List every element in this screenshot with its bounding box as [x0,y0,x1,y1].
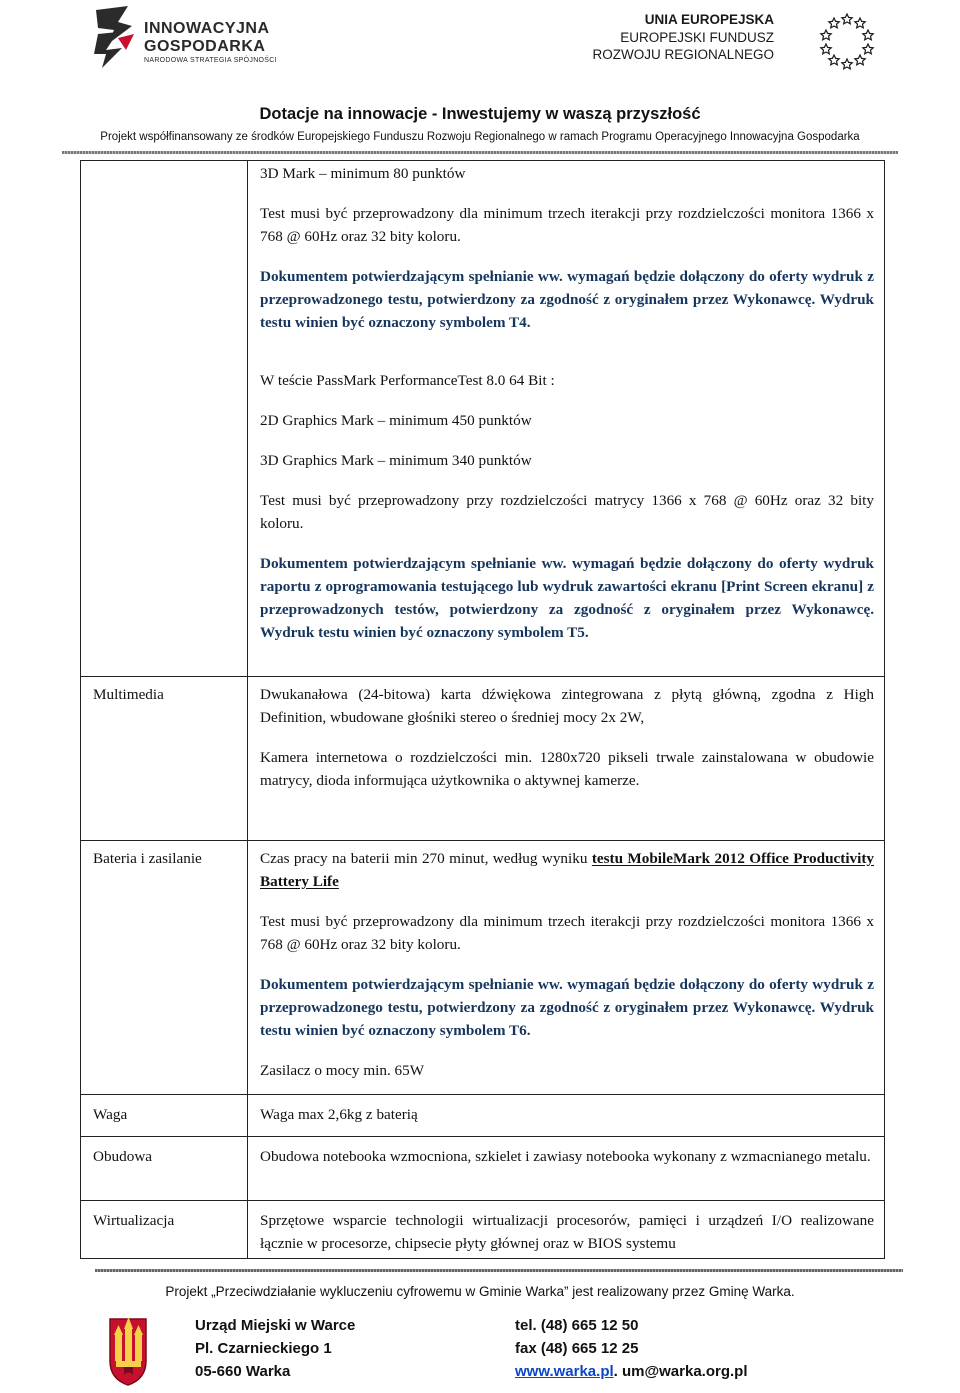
row-content [248,1137,885,1201]
row-content [248,161,885,677]
eu-logo-line1: UNIA EUROPEJSKA [644,12,774,27]
page-header [0,0,960,160]
table-row [81,677,885,841]
text-paragraph: Kamera internetowa o rozdzielczości min. 1280x720 pikseli trwale zainstalowana w obudowie matrycy, dioda informująca użytkownika o aktywnej kamerze. [260,749,874,789]
row-label: Waga [81,1095,248,1137]
footer-addr-line1: Urząd Miejski w Warce [195,1317,356,1334]
text-paragraph: Dwukanałowa (24-bitowa) karta dźwiękowa zintegrowana z płytą główną, zgodna z High Definition, wbudowane głośniki stereo o średniej mocy 2x 2W, [260,686,874,726]
footer-fax: fax (48) 665 12 25 [515,1340,639,1357]
text-paragraph: Test musi być przeprowadzony przy rozdzielczości matrycy 1366 x 768 @ 60Hz oraz 32 bity koloru. [260,492,874,532]
footer-divider [95,1269,903,1272]
row-label: Obudowa [81,1137,248,1201]
row-label: Multimedia [81,677,248,841]
eu-flag-icon [812,8,882,70]
text-paragraph-bold: Dokumentem potwierdzającym spełnianie ww. wymagań będzie dołączony do oferty wydruk z przeprowadzonego testu, potwierdzony za zgodność z oryginałem przez Wykonawcę. Wydruk testu winien być oznaczony symbolem T4. [260,268,874,331]
table-row [81,841,885,1095]
row-content [248,677,885,841]
specification-table [80,160,885,1259]
email-text: um@warka.org.pl [622,1363,748,1380]
text-paragraph: Sprzętowe wsparcie technologii wirtualizacji procesorów, pamięci i urządzeń I/O realizowane łącznie w procesorze, chipsecie płyty głównej oraz w BIOS systemu [260,1212,874,1252]
footer-contact [515,1314,748,1383]
footer-web-email [515,1360,748,1383]
text-paragraph: 3D Graphics Mark – minimum 340 punktów [260,452,532,469]
website-link[interactable]: www.warka.pl [515,1363,614,1380]
text-paragraph: Test musi być przeprowadzony dla minimum trzech iterakcji przy rozdzielczości monitora 1366 x 768 @ 60Hz oraz 32 bity koloru. [260,913,874,953]
text-paragraph: 2D Graphics Mark – minimum 450 punktów [260,412,532,429]
table-row [81,1137,885,1201]
page-title: Dotacje na innowacje - Inwestujemy w waszą przyszłość [259,105,701,123]
ig-logo-line3: NARODOWA STRATEGIA SPÓJNOŚCI [144,57,277,64]
header-divider [62,151,898,154]
row-content [248,1095,885,1137]
separator: . [613,1363,622,1380]
text-paragraph: W teście PassMark PerformanceTest 8.0 64 Bit : [260,372,555,389]
row-content [248,841,885,1095]
eu-logo [592,8,882,72]
row-label: Bateria i zasilanie [81,841,248,1095]
footer-phone: tel. (48) 665 12 50 [515,1317,639,1334]
warka-crest-icon [108,1313,148,1387]
text-paragraph: 3D Mark – minimum 80 punktów [260,165,466,182]
row-label [81,161,248,677]
eu-logo-line2: EUROPEJSKI FUNDUSZ [620,30,774,45]
text-paragraph: Obudowa notebooka wzmocniona, szkielet i zawiasy notebooka wykonany z wzmacnianego metalu. [260,1148,871,1165]
battery-test-name: testu MobileMark 2012 Office Productivity Battery Life [260,850,874,890]
row-content [248,1201,885,1259]
battery-text: Czas pracy na baterii min 270 minut, według wyniku [260,850,592,867]
page-subtitle: Projekt współfinansowany ze środków Europejskiego Funduszu Rozwoju Regionalnego w ramach Programu Operacyjnego Innowacyjna Gospodarka [100,131,860,143]
text-paragraph: Test musi być przeprowadzony dla minimum trzech iterakcji przy rozdzielczości monitora 1366 x 768 @ 60Hz oraz 32 bity koloru. [260,205,874,245]
text-paragraph-bold: Dokumentem potwierdzającym spełnianie ww. wymagań będzie dołączony do oferty wydruk z przeprowadzonego testu, potwierdzony za zgodność z oryginałem przez Wykonawcę. Wydruk testu winien być oznaczony symbolem T6. [260,976,874,1039]
row-label: Wirtualizacja [81,1201,248,1259]
table-row [81,1095,885,1137]
text-paragraph [260,847,874,893]
text-paragraph-bold: Dokumentem potwierdzającym spełnianie ww. wymagań będzie dołączony do oferty wydruk raportu z oprogramowania testującego lub wydruk zawartości ekranu [Print Screen ekranu] z przeprowadzonych testów, potwierdzony za zgodność z oryginałem przez Wykonawcę. Wydruk testu winien być oznaczony symbolem T5. [260,555,874,641]
innowacyjna-gospodarka-logo [88,4,298,72]
table-row [81,161,885,677]
ig-logo-line1: INNOWACYJNA [144,20,270,37]
table-row [81,1201,885,1259]
footer-addr-line2: Pl. Czarnieckiego 1 [195,1340,332,1357]
footer-project-text: Projekt „Przeciwdziałanie wykluczeniu cyfrowemu w Gminie Warka” jest realizowany przez Gminę Warka. [165,1284,795,1299]
ig-logo-icon [88,4,140,70]
text-paragraph: Zasilacz o mocy min. 65W [260,1062,425,1079]
footer-address [195,1314,355,1383]
footer-addr-line3: 05-660 Warka [195,1363,291,1380]
eu-logo-line3: ROZWOJU REGIONALNEGO [592,47,774,62]
ig-logo-line2: GOSPODARKA [144,38,266,55]
text-paragraph: Waga max 2,6kg z baterią [260,1106,418,1123]
